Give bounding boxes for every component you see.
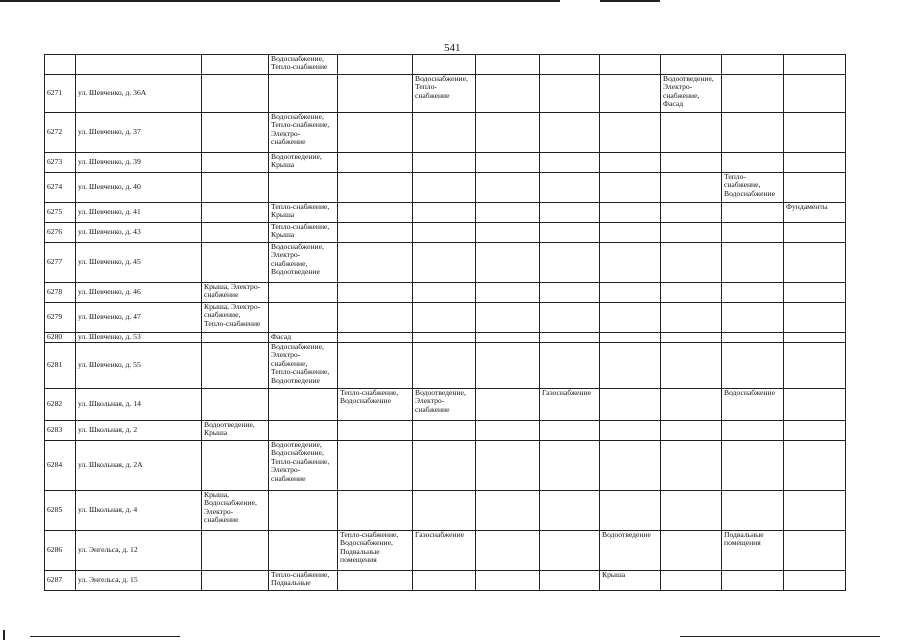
work-type-cell: Тепло- снабжение, Водоснабжение xyxy=(722,173,784,203)
work-type-cell xyxy=(338,441,413,491)
work-type-cell xyxy=(476,491,540,531)
work-type-cell xyxy=(784,283,846,303)
work-type-cell xyxy=(784,75,846,113)
work-type-cell xyxy=(476,75,540,113)
work-type-cell xyxy=(784,343,846,389)
address-cell: ул. Энгельса, д. 15 xyxy=(76,571,202,591)
work-type-cell xyxy=(202,223,269,243)
work-type-cell xyxy=(722,75,784,113)
work-type-cell xyxy=(784,113,846,153)
work-type-cell: Тепло-снабжение, Водоснабжение xyxy=(338,389,413,421)
table-row xyxy=(45,441,846,491)
work-type-cell xyxy=(540,571,600,591)
work-type-cell xyxy=(600,55,661,75)
work-type-cell xyxy=(661,421,722,441)
record-number: 6271 xyxy=(45,75,76,113)
table-row xyxy=(45,333,846,343)
record-number: 6286 xyxy=(45,531,76,571)
address-cell: ул. Школьная, д. 2 xyxy=(76,421,202,441)
work-type-cell xyxy=(476,243,540,283)
housing-repair-table xyxy=(44,54,846,591)
work-type-cell xyxy=(476,389,540,421)
work-type-cell xyxy=(661,531,722,571)
work-type-cell xyxy=(476,55,540,75)
work-type-cell xyxy=(784,333,846,343)
work-type-cell xyxy=(269,75,338,113)
work-type-cell: Водоотведение, Крыша xyxy=(202,421,269,441)
work-type-cell xyxy=(722,303,784,333)
table-row xyxy=(45,283,846,303)
work-type-cell xyxy=(476,421,540,441)
work-type-cell xyxy=(338,283,413,303)
record-number: 6287 xyxy=(45,571,76,591)
address-cell: ул. Шевченко, д. 55 xyxy=(76,343,202,389)
work-type-cell xyxy=(600,491,661,531)
work-type-cell xyxy=(661,113,722,153)
work-type-cell xyxy=(413,203,476,223)
work-type-cell xyxy=(338,153,413,173)
work-type-cell xyxy=(661,173,722,203)
address-cell: ул. Шевченко, д. 40 xyxy=(76,173,202,203)
work-type-cell xyxy=(722,441,784,491)
work-type-cell xyxy=(722,153,784,173)
work-type-cell xyxy=(540,303,600,333)
record-number: 6281 xyxy=(45,343,76,389)
record-number: 6284 xyxy=(45,441,76,491)
work-type-cell: Водоснабжение, Электро- снабжение, Водоотведение xyxy=(269,243,338,283)
work-type-cell xyxy=(540,333,600,343)
work-type-cell xyxy=(413,153,476,173)
work-type-cell xyxy=(413,113,476,153)
work-type-cell xyxy=(269,491,338,531)
work-type-cell: Крыша, Электро- снабжение xyxy=(202,283,269,303)
work-type-cell xyxy=(784,531,846,571)
work-type-cell xyxy=(600,389,661,421)
work-type-cell xyxy=(338,223,413,243)
work-type-cell xyxy=(269,389,338,421)
work-type-cell xyxy=(784,153,846,173)
work-type-cell xyxy=(476,303,540,333)
work-type-cell xyxy=(600,113,661,153)
work-type-cell xyxy=(338,243,413,283)
work-type-cell xyxy=(540,243,600,283)
work-type-cell xyxy=(722,55,784,75)
work-type-cell xyxy=(476,113,540,153)
work-type-cell xyxy=(540,113,600,153)
record-number: 6282 xyxy=(45,389,76,421)
work-type-cell: Водоотведение xyxy=(600,531,661,571)
work-type-cell xyxy=(784,491,846,531)
address-cell: ул. Шевченко, д. 47 xyxy=(76,303,202,333)
table-row xyxy=(45,153,846,173)
work-type-cell xyxy=(600,333,661,343)
work-type-cell xyxy=(202,441,269,491)
work-type-cell xyxy=(338,421,413,441)
work-type-cell xyxy=(661,55,722,75)
table-row xyxy=(45,75,846,113)
work-type-cell xyxy=(413,421,476,441)
address-cell: ул. Энгельса, д. 12 xyxy=(76,531,202,571)
record-number: 6277 xyxy=(45,243,76,283)
work-type-cell xyxy=(600,441,661,491)
work-type-cell xyxy=(661,243,722,283)
work-type-cell xyxy=(476,173,540,203)
work-type-cell xyxy=(784,173,846,203)
work-type-cell: Водоотведение, Электро- снабжение, Фасад xyxy=(661,75,722,113)
work-type-cell: Тепло-снабжение, Крыша xyxy=(269,203,338,223)
page-number: 541 xyxy=(444,42,461,54)
work-type-cell xyxy=(413,343,476,389)
work-type-cell xyxy=(661,389,722,421)
work-type-cell xyxy=(661,303,722,333)
work-type-cell xyxy=(476,333,540,343)
work-type-cell xyxy=(269,421,338,441)
address-cell xyxy=(76,55,202,75)
work-type-cell xyxy=(722,203,784,223)
work-type-cell xyxy=(600,203,661,223)
work-type-cell xyxy=(784,389,846,421)
record-number: 6274 xyxy=(45,173,76,203)
work-type-cell: Тепло-снабжение, Подвальные xyxy=(269,571,338,591)
work-type-cell xyxy=(338,571,413,591)
work-type-cell xyxy=(722,283,784,303)
scan-edge-mark-left xyxy=(3,630,5,640)
work-type-cell xyxy=(784,55,846,75)
work-type-cell xyxy=(476,203,540,223)
work-type-cell xyxy=(202,571,269,591)
work-type-cell: Водоснабжение, Тепло-снабжение, Электро- снабжение xyxy=(269,113,338,153)
address-cell: ул. Шевченко, д. 36А xyxy=(76,75,202,113)
address-cell: ул. Школьная, д. 14 xyxy=(76,389,202,421)
work-type-cell xyxy=(413,491,476,531)
table-row xyxy=(45,531,846,571)
table-row xyxy=(45,113,846,153)
work-type-cell xyxy=(338,343,413,389)
work-type-cell: Тепло-снабжение, Крыша xyxy=(269,223,338,243)
work-type-cell xyxy=(413,303,476,333)
work-type-cell xyxy=(202,531,269,571)
work-type-cell xyxy=(600,173,661,203)
address-cell: ул. Шевченко, д. 46 xyxy=(76,283,202,303)
work-type-cell xyxy=(202,243,269,283)
address-cell: ул. Шевченко, д. 41 xyxy=(76,203,202,223)
work-type-cell xyxy=(202,389,269,421)
work-type-cell xyxy=(413,283,476,303)
record-number: 6279 xyxy=(45,303,76,333)
work-type-cell: Фундаменты xyxy=(784,203,846,223)
work-type-cell xyxy=(722,223,784,243)
address-cell: ул. Шевченко, д. 37 xyxy=(76,113,202,153)
table-row xyxy=(45,203,846,223)
work-type-cell xyxy=(784,441,846,491)
work-type-cell xyxy=(540,55,600,75)
work-type-cell xyxy=(338,173,413,203)
work-type-cell xyxy=(661,153,722,173)
work-type-cell xyxy=(661,333,722,343)
work-type-cell: Водоснабжение, Тепло- снабжение xyxy=(413,75,476,113)
work-type-cell xyxy=(202,113,269,153)
record-number: 6285 xyxy=(45,491,76,531)
table-row xyxy=(45,421,846,441)
address-cell: ул. Шевченко, д. 53 xyxy=(76,333,202,343)
record-number: 6280 xyxy=(45,333,76,343)
work-type-cell xyxy=(269,283,338,303)
work-type-cell xyxy=(476,343,540,389)
work-type-cell: Водоотведение, Водоснабжение, Тепло-снабжение, Электро- снабжение xyxy=(269,441,338,491)
work-type-cell xyxy=(540,153,600,173)
table-row xyxy=(45,389,846,421)
work-type-cell xyxy=(722,491,784,531)
address-cell: ул. Шевченко, д. 39 xyxy=(76,153,202,173)
work-type-cell xyxy=(413,441,476,491)
address-cell: ул. Шевченко, д. 43 xyxy=(76,223,202,243)
record-number xyxy=(45,55,76,75)
work-type-cell xyxy=(413,333,476,343)
work-type-cell xyxy=(784,421,846,441)
work-type-cell: Фасад xyxy=(269,333,338,343)
record-number: 6273 xyxy=(45,153,76,173)
work-type-cell xyxy=(540,491,600,531)
work-type-cell xyxy=(540,421,600,441)
work-type-cell xyxy=(338,303,413,333)
work-type-cell: Газоснабжение xyxy=(413,531,476,571)
work-type-cell xyxy=(476,223,540,243)
work-type-cell: Водоснабжение xyxy=(722,389,784,421)
work-type-cell: Газоснабжение xyxy=(540,389,600,421)
table-row xyxy=(45,491,846,531)
work-type-cell xyxy=(269,303,338,333)
record-number: 6272 xyxy=(45,113,76,153)
table-row xyxy=(45,173,846,203)
address-cell: ул. Школьная, д. 4 xyxy=(76,491,202,531)
work-type-cell xyxy=(784,303,846,333)
work-type-cell xyxy=(661,491,722,531)
work-type-cell xyxy=(413,55,476,75)
work-type-cell xyxy=(413,571,476,591)
work-type-cell: Водоотведение, Крыша xyxy=(269,153,338,173)
table-row xyxy=(45,571,846,591)
work-type-cell xyxy=(600,343,661,389)
work-type-cell xyxy=(269,531,338,571)
work-type-cell xyxy=(202,153,269,173)
work-type-cell xyxy=(476,571,540,591)
work-type-cell xyxy=(722,343,784,389)
work-type-cell xyxy=(338,75,413,113)
work-type-cell xyxy=(722,421,784,441)
table-row xyxy=(45,223,846,243)
work-type-cell xyxy=(540,531,600,571)
work-type-cell xyxy=(202,203,269,223)
work-type-cell xyxy=(202,55,269,75)
work-type-cell xyxy=(540,203,600,223)
work-type-cell xyxy=(600,303,661,333)
record-number: 6278 xyxy=(45,283,76,303)
work-type-cell xyxy=(338,333,413,343)
work-type-cell xyxy=(722,571,784,591)
work-type-cell xyxy=(540,173,600,203)
work-type-cell: Крыша xyxy=(600,571,661,591)
table-row xyxy=(45,343,846,389)
work-type-cell xyxy=(600,153,661,173)
work-type-cell xyxy=(600,223,661,243)
record-number: 6283 xyxy=(45,421,76,441)
work-type-cell xyxy=(269,173,338,203)
address-cell: ул. Шевченко, д. 45 xyxy=(76,243,202,283)
work-type-cell xyxy=(338,203,413,223)
table-row xyxy=(45,303,846,333)
work-type-cell xyxy=(338,113,413,153)
scan-edge-mark-bottom xyxy=(30,636,180,637)
table-row xyxy=(45,243,846,283)
work-type-cell xyxy=(661,203,722,223)
table-row xyxy=(45,55,846,75)
work-type-cell xyxy=(540,283,600,303)
work-type-cell: Крыша, Электро- снабжение, Тепло-снабжение xyxy=(202,303,269,333)
work-type-cell xyxy=(413,223,476,243)
work-type-cell xyxy=(661,571,722,591)
work-type-cell xyxy=(202,75,269,113)
scan-edge-mark-top-right xyxy=(600,0,660,2)
work-type-cell xyxy=(784,223,846,243)
work-type-cell xyxy=(784,571,846,591)
work-type-cell: Водоотведение, Электро- снабжение xyxy=(413,389,476,421)
work-type-cell xyxy=(661,283,722,303)
work-type-cell: Подвальные помещения xyxy=(722,531,784,571)
work-type-cell xyxy=(202,343,269,389)
work-type-cell xyxy=(600,421,661,441)
work-type-cell xyxy=(338,55,413,75)
work-type-cell xyxy=(476,441,540,491)
work-type-cell xyxy=(540,223,600,243)
work-type-cell xyxy=(413,243,476,283)
work-type-cell: Крыша, Водоснабжение, Электро- снабжение xyxy=(202,491,269,531)
work-type-cell xyxy=(661,343,722,389)
address-cell: ул. Школьная, д. 2А xyxy=(76,441,202,491)
work-type-cell xyxy=(600,243,661,283)
work-type-cell: Тепло-снабжение, Водоснабжение, Подвальные помещения xyxy=(338,531,413,571)
work-type-cell xyxy=(600,75,661,113)
scan-edge-mark-bottom-right xyxy=(680,636,880,637)
work-type-cell xyxy=(202,173,269,203)
work-type-cell xyxy=(722,113,784,153)
work-type-cell xyxy=(540,343,600,389)
work-type-cell xyxy=(600,283,661,303)
work-type-cell xyxy=(722,243,784,283)
work-type-cell xyxy=(476,531,540,571)
scan-edge-mark-top xyxy=(0,0,560,2)
work-type-cell xyxy=(476,153,540,173)
work-type-cell xyxy=(784,243,846,283)
work-type-cell xyxy=(540,75,600,113)
work-type-cell: Водоснабжение, Тепло-снабжение xyxy=(269,55,338,75)
work-type-cell xyxy=(540,441,600,491)
work-type-cell xyxy=(661,441,722,491)
work-type-cell xyxy=(661,223,722,243)
record-number: 6276 xyxy=(45,223,76,243)
work-type-cell xyxy=(338,491,413,531)
record-number: 6275 xyxy=(45,203,76,223)
work-type-cell: Водоснабжение, Электро- снабжение, Тепло-снабжение, Водоотведение xyxy=(269,343,338,389)
work-type-cell xyxy=(476,283,540,303)
work-type-cell xyxy=(202,333,269,343)
work-type-cell xyxy=(413,173,476,203)
work-type-cell xyxy=(722,333,784,343)
